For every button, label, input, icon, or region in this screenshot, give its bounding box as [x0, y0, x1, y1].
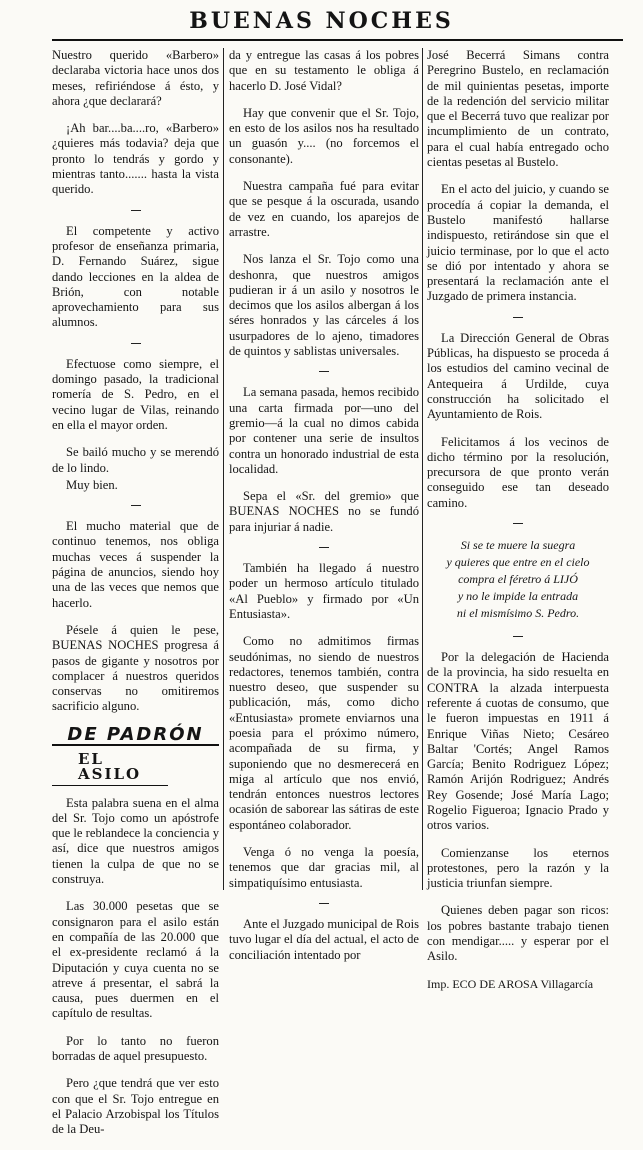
column-3: [427, 48, 609, 992]
header-rule: [52, 39, 623, 41]
column-1: [52, 48, 219, 1150]
verse-line: y no le impide la entrada: [457, 589, 579, 604]
paragraph: Efectuose como siempre, el domingo pasado, la tradicional romería de S. Pedro, en el vecino lugar de Vilas, reinando en ella el mayor orden.: [52, 356, 219, 432]
verse-line: y quieres que entre en el cielo: [446, 555, 590, 570]
paragraph: El competente y activo profesor de enseñanza primaria, D. Fernando Suárez, sigue dando lecciones en la aldea de Brión, con notable aprovechamiento para sus alumnos.: [52, 223, 219, 330]
paragraph: Comienzanse los eternos protestones, pero la razón y la justicia triunfan siempre.: [427, 845, 609, 891]
paragraph: Pero ¿que tendrá que ver esto con que el Sr. Tojo entregue en el Palacio Arzobispal los Títulos de la Deu-: [52, 1076, 219, 1137]
separator: [319, 903, 329, 904]
paragraph: Se bailó mucho y se merendó de lo lindo.: [52, 445, 219, 475]
paragraph: da y entregue las casas á los pobres que en su testamento le obliga á hacerlo D. José Vidal?: [229, 48, 419, 93]
paragraph: En el acto del juicio, y cuando se procedía á copiar la demanda, el Bustelo manifestó hallarse indispuesto, retirándose sin que el juicio terminase, por lo que el acto se dió por intentado y ahora se presentará la reclamación ante el Juzgado de primera instancia.: [427, 182, 609, 304]
separator: [131, 505, 141, 506]
column-divider: [223, 48, 224, 890]
verse-line: compra el féretro á LIJÓ: [458, 572, 578, 587]
paragraph: Pésele á quien le pese, BUENAS NOCHES progresa á pasos de gigante y nosotros por complacer á nuestros queridos conservas no omitiremos sacrificio alguno.: [52, 622, 219, 714]
paragraph: Quienes deben pagar son ricos: los pobres bastante trabajo tienen con mendigar..... y esperar por el Asilo.: [427, 903, 609, 964]
paragraph: Las 30.000 pesetas que se consignaron para el asilo están en compañía de las 20.000 que el ex-presidente reclamó á la Diputación y cuya cuenta no se atreve á presentar, el sabrá la causa, pues duermen en el capítulo de resultas.: [52, 899, 219, 1021]
separator: [513, 317, 523, 318]
advertisement-verse: [427, 537, 609, 622]
paragraph: ¡Ah bar....ba....ro, «Barbero» ¿quieres más todavia? deja que pronto lo tendrás y gordo y mientras tanto....... hasta la vista querido.: [52, 121, 219, 197]
section-heading: DE PADRÓN: [52, 727, 219, 746]
separator: [131, 210, 141, 211]
article-title: EL ASILO: [52, 752, 168, 786]
separator: [319, 371, 329, 372]
paragraph: La semana pasada, hemos recibido una carta firmada por—uno del gremio—á la cual no dimos cabida por contener una serie de insultos contra un honorado industrial de esta localidad.: [229, 385, 419, 476]
paragraph: Hay que convenir que el Sr. Tojo, en esto de los asilos nos ha resultado un guasón y.... (no forcemos el consonante).: [229, 105, 419, 166]
paragraph: Nos lanza el Sr. Tojo como una deshonra, que nuestros amigos pudieran ir á un asilo y nosotros le decimos que los asilos albergan á los séres honrados y las cárceles á los usurpadores de lo ajeno, timadores de quintos y sablistas universales.: [229, 252, 419, 359]
paragraph: Por lo tanto no fueron borradas de aquel presupuesto.: [52, 1033, 219, 1064]
paragraph: También ha llegado á nuestro poder un hermoso artículo titulado «Al Pueblo» y firmado por «Un Entusiasta».: [229, 561, 419, 621]
paragraph: Venga ó no venga la poesía, tenemos que dar gracias mil, al simpatiquísimo entusiasta.: [229, 845, 419, 890]
paragraph: Nuestra campaña fué para evitar que se pesque á la oscurada, usando de vez en cuando, los aparejos de arrastre.: [229, 179, 419, 239]
paragraph: Muy bien.: [66, 477, 118, 492]
paragraph: Felicitamos á los vecinos de dicho término por la resolución, precursora de que pronto verán conseguido ese tan deseado camino.: [427, 434, 609, 510]
paragraph: El mucho material que de continuo tenemos, nos obliga muchas veces á suspender la página de anuncios, siendo hoy una de las veces que nemos que hacerlo.: [52, 519, 219, 610]
verse-line: ni el mismísimo S. Pedro.: [456, 606, 580, 621]
masthead: [0, 8, 643, 40]
paragraph: La Dirección General de Obras Públicas, ha dispuesto se proceda á los estudios del camino vecinal de Antequeira á Urdilde, cuya construcción ha solicitado el Ayuntamiento de Rois.: [427, 330, 609, 422]
verse-line: Si se te muere la suegra: [460, 538, 576, 553]
paragraph: Sepa el «Sr. del gremio» que BUENAS NOCHES no se fundó para injuriar á nadie.: [229, 489, 419, 534]
separator: [513, 523, 523, 524]
separator: [131, 343, 141, 344]
column-divider: [422, 48, 423, 890]
paragraph: Ante el Juzgado municipal de Rois tuvo lugar el día del actual, el acto de conciliación intentado por: [229, 916, 419, 962]
paragraph: Por la delegación de Hacienda de la provincia, ha sido resuelta en CONTRA la alzada interpuesta referente á cuotas de consumo, que le fueron impuestas en 1911 á Enrique Viñas Nieto; Cesáreo Baltar 'Cortés; Angel Ramos García; Benito Rodriguez López; Ramón Arijón Rodriguez; Andrés Rey Gosende; José María Lago; Rogelio Figueroa; Ignacio Prado y otros varios.: [427, 650, 609, 833]
paragraph: José Becerrá Simans contra Peregrino Bustelo, en reclamación de mil quinientas pesetas, importe de la redención del servicio militar que el Becerrá tuvo que realizar por incumplimiento de un contrato, para el cual había entregado ocho cientas pesetas al Bustelo.: [427, 48, 609, 170]
newspaper-title: BUENAS NOCHES: [189, 8, 454, 34]
separator: [513, 636, 523, 637]
separator: [319, 547, 329, 548]
paragraph: Esta palabra suena en el alma del Sr. Tojo como un apóstrofe que le reblandece la conciencia y así, dice que nuestros amigos tienen la culpa de que no se construya.: [52, 795, 219, 887]
printer-imprint: Imp. ECO DE AROSA Villagarcía: [427, 976, 594, 991]
paragraph: Como no admitimos firmas seudónimas, no siendo de nuestros redactores, tenemos también, contra nuestro deseo, que suspender su publicación, más, como dicho «Entusiasta» promete enviarnos una poesia para el próximo número, acompañada de su firma, y suponiendo que no desmerecerá en miga al artículo que nos envió, tendrán entonces nuestros lectores ocasión de saborear las sátiras de este espontáneo colaborador.: [229, 634, 419, 832]
paragraph: Nuestro querido «Barbero» declaraba victoria hace unos dos meses, refiriéndose á ésto, y ahora ¿que declarará?: [52, 48, 219, 108]
column-2: [229, 48, 419, 975]
